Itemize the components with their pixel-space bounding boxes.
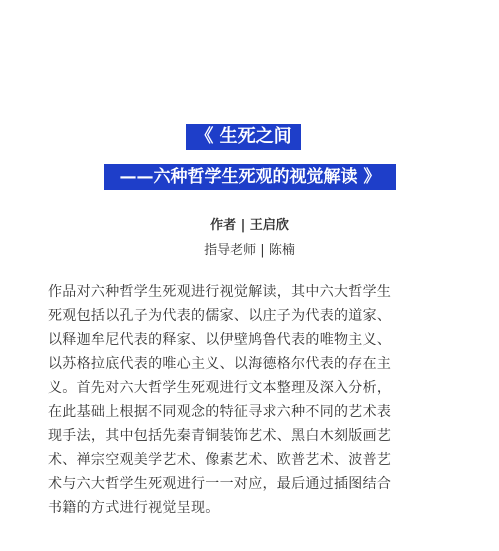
body-line: 作品对六种哲学生死观进行视觉解读，其中六大哲学生 bbox=[48, 284, 392, 300]
body-line: 死观包括以孔子为代表的儒家、以庄子为代表的道家、 bbox=[48, 308, 392, 324]
body-line: 现手法，其中包括先秦青铜装饰艺术、黑白木刻版画艺 bbox=[48, 428, 392, 444]
body-line: 术与六大哲学生死观进行一一对应，最后通过插图结合 bbox=[48, 476, 392, 492]
title-line-subtitle: ——六种哲学生死观的视觉解读 》 bbox=[104, 164, 396, 190]
body-line: 以苏格拉底代表的唯心主义、以海德格尔代表的存在主 bbox=[48, 356, 392, 372]
body-line: 术、禅宗空观美学艺术、像素艺术、欧普艺术、波普艺 bbox=[48, 452, 392, 468]
advisor-line: 指导老师 | 陈楠 bbox=[204, 243, 295, 258]
title-line-main: 《 生死之间 bbox=[186, 124, 301, 150]
body-line: 书籍的方式进行视觉呈现。 bbox=[48, 500, 220, 516]
body-paragraph bbox=[48, 280, 468, 520]
body-line: 在此基础上根据不同观念的特征寻求六种不同的艺术表 bbox=[48, 404, 392, 420]
author-line: 作者 | 王启欣 bbox=[210, 218, 289, 233]
body-line: 义。首先对六大哲学生死观进行文本整理及深入分析， bbox=[48, 380, 392, 396]
body-line: 以释迦牟尼代表的释家、以伊壁鸠鲁代表的唯物主义、 bbox=[48, 332, 392, 348]
